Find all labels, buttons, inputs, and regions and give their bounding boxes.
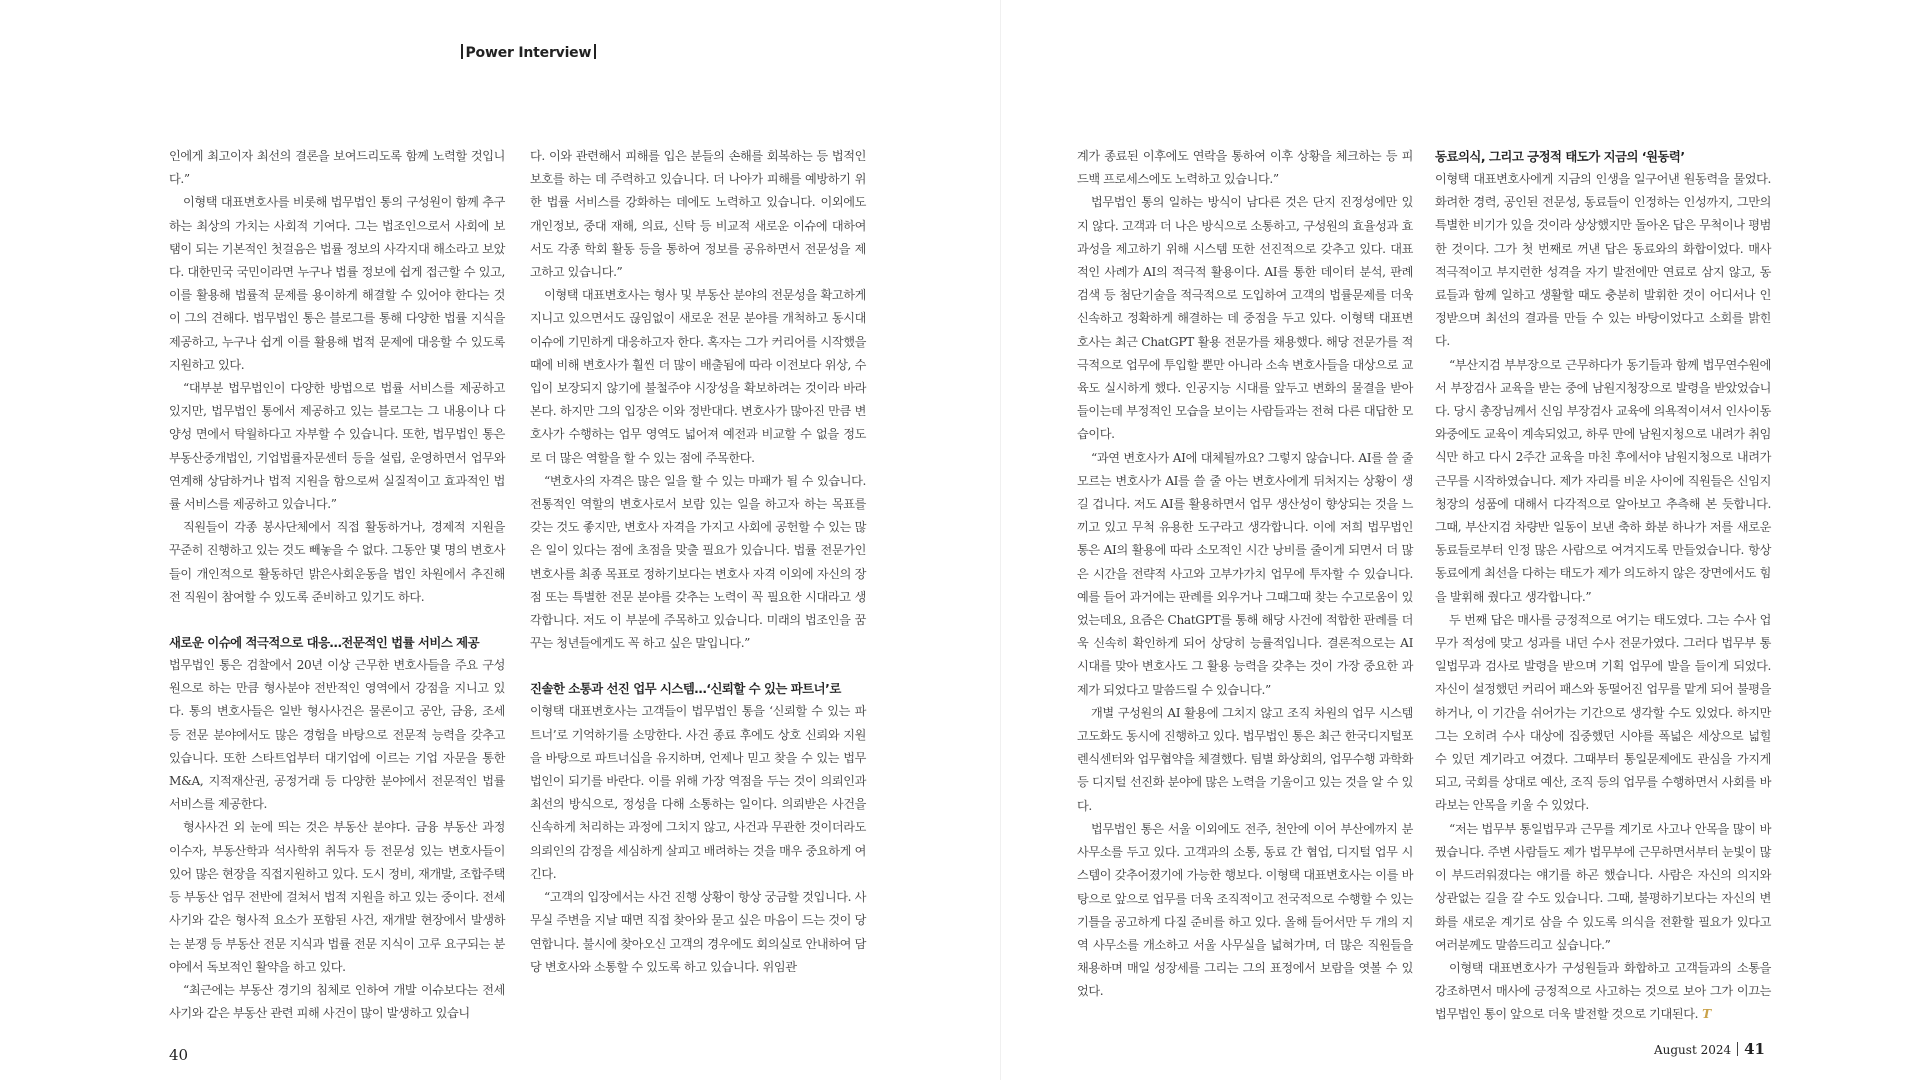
page-number-left: 40 (169, 1046, 189, 1064)
article-column-3 (1077, 145, 1413, 1004)
paragraph-text: “저는 법무부 통일법무과 근무를 계기로 사고나 안목을 많이 바꿨습니다. 주변 사람들도 제가 법무부에 근무하면서부터 눈빛이 많이 부드러워졌다는 얘기를 하곤 했습니다. 사람은 자신의 의지와 상관없는 길을 갈 수도 있습니다. 그때, 불평하기보다는 자신의 변화를 새로운 계기로 삼을 수 있도록 의식을 전환할 필요가 있다고 여러분께도 말씀드리고 싶습니다.” (1435, 821, 1771, 952)
body-paragraph (1077, 447, 1413, 702)
article-column-1 (169, 145, 505, 1025)
body-paragraph (1435, 609, 1771, 818)
body-paragraph (1077, 191, 1413, 446)
body-paragraph (169, 516, 505, 609)
body-paragraph (1435, 354, 1771, 609)
body-paragraph (1077, 145, 1413, 191)
paragraph-text: “변호사의 자격은 많은 일을 할 수 있는 마패가 될 수 있습니다. 전통적인 역할의 변호사로서 보람 있는 일을 하고자 하는 목표를 갖는 것도 좋지만, 변호사 자격을 가지고 사회에 공헌할 수 있는 많은 일이 있다는 점에 초점을 맞출 필요가 있습니다. 법률 전문가인 변호사를 최종 목표로 정하기보다는 변호사 자격 이외에 자신의 장점 또는 특별한 전문 분야를 갖추는 노력이 꼭 필요한 시대라고 생각합니다. 저도 이 부분에 주목하고 있습니다. 미래의 법조인을 꿈꾸는 청년들에게도 꼭 하고 싶은 말입니다.” (530, 473, 866, 651)
footer-divider (1737, 1042, 1738, 1056)
paragraph-text: “부산지검 부부장으로 근무하다가 동기들과 함께 법무연수원에서 부장검사 교육을 받는 중에 남원지청장으로 발령을 받았었습니다. 당시 총장님께서 신임 부장검사 교육에 의욕적이셔서 인사이동 와중에도 교육이 계속되었고, 하루 만에 남원지청으로 내려가 취임식만 하고 다시 2주간 교육을 마친 후에서야 남원지청으로 내려가 근무를 시작하였습니다. 제가 자리를 비운 사이에 직원들은 신임지청장의 성품에 대해서 다각적으로 알아보고 추측해 본 듯합니다. 그때, 부산지검 차량반 일동이 보낸 축하 화분 하나가 저를 새로운 동료들로부터 인정 많은 사람으로 여겨지도록 만들었습니다. 항상 동료에게 최선을 다하는 태도가 제가 의도하지 않은 장면에서도 힘을 발휘해 줬다고 생각합니다.” (1435, 357, 1771, 604)
body-paragraph (169, 191, 505, 377)
body-paragraph (530, 284, 866, 470)
paragraph-text: 이형택 대표변호사는 고객들이 법무법인 통을 ‘신뢰할 수 있는 파트너’로 기억하기를 소망한다. 사건 종료 후에도 상호 신뢰와 지원을 바탕으로 파트너십을 유지하며, 언제나 믿고 찾을 수 있는 법무법인이 되기를 바란다. 이를 위해 가장 역점을 두는 것이 의뢰인과 최선의 방식으로, 정성을 다해 소통하는 일이다. 의뢰받은 사건을 신속하게 처리하는 과정에 그치지 않고, 사건과 무관한 것이더라도 의뢰인의 감정을 세심하게 살피고 배려하는 것을 매우 중요하게 여긴다. (530, 704, 866, 881)
body-paragraph (1435, 957, 1771, 1027)
body-paragraph (1435, 168, 1771, 354)
header-title: Power Interview (465, 45, 592, 61)
section-header (458, 44, 599, 61)
paragraph-text: 이형택 대표변호사에게 지금의 인생을 일구어낸 원동력을 물었다. 화려한 경력, 공인된 전문성, 동료들이 인정하는 인성까지, 그만의 특별한 비기가 있을 것이라 상상했지만 돌아온 답은 무척이나 평범한 것이다. 그가 첫 번째로 꺼낸 답은 동료와의 화합이었다. 매사 적극적이고 부지런한 성격을 자기 발전에만 연료로 삼지 않고, 동료들과 함께 일하고 생활할 때도 충분히 발휘한 것이 어디서나 인정받으며 최선의 결과를 만들 수 있는 바탕이었다고 소회를 밝힌다. (1435, 172, 1771, 349)
paragraph-text: 형사사건 외 눈에 띄는 것은 부동산 분야다. 금융 부동산 과정 이수자, 부동산학과 석사학위 취득자 등 전문성 있는 변호사들이 있어 많은 현장을 직접지원하고 있다. 도시 정비, 재개발, 조합주택 등 부동산 업무 전반에 걸쳐서 법적 지원을 하고 있는 중이다. 전세 사기와 같은 형사적 요소가 포함된 사건, 재개발 현장에서 발생하는 분쟁 등 부동산 전문 지식과 법률 전문 지식이 고루 요구되는 분야에서 독보적인 활약을 하고 있다. (169, 820, 505, 974)
paragraph-text: 법무법인 통은 검찰에서 20년 이상 근무한 변호사들을 주요 구성원으로 하는 만큼 형사분야 전반적인 영역에서 강점을 지니고 있다. 통의 변호사들은 일반 형사사건은 물론이고 공안, 금융, 조세 등 전문 분야에서도 많은 경험을 바탕으로 전문적 능력을 갖추고 있습니다. 또한 스타트업부터 대기업에 이르는 기업 자문을 통한 M&A, 지적재산권, 공정거래 등 다양한 분야에서 전문적인 법률 서비스를 제공한다. (169, 658, 505, 812)
paragraph-text: 이형택 대표변호사는 형사 및 부동산 분야의 전문성을 확고하게 지니고 있으면서도 끊임없이 새로운 전문 분야를 개척하고 동시대 이슈에 기민하게 대응하고자 한다. 혹자는 그가 커리어를 시작했을 때에 비해 변호사가 훨씬 더 많이 배출됨에 따라 이전보다 위상, 수입이 보장되지 않기에 불철주야 시장성을 확보하려는 것이라 바라본다. 하지만 그의 입장은 이와 정반대다. 변호사가 많아진 만큼 변호사가 수행하는 업무 영역도 넓어져 예전과 비교할 수 없을 정도로 더 많은 역할을 할 수 있는 점에 주목한다. (530, 288, 866, 465)
header-divider (461, 44, 463, 59)
header-divider (594, 44, 596, 59)
article-column-4 (1435, 145, 1771, 1027)
page-number-right: 41 (1744, 1040, 1765, 1058)
section-heading (169, 631, 505, 654)
paragraph-text: 두 번째 답은 매사를 긍정적으로 여기는 태도였다. 그는 수사 업무가 적성에 맞고 성과를 내던 수사 전문가였다. 그러다 법무부 통일법무과 검사로 발령을 받으며 기획 업무에 발을 들이게 되었다. 자신이 설정했던 커리어 패스와 동떨어진 업무를 맡게 되어 불평을 하거나, 이 기간을 쉬어가는 기간으로 생각할 수도 있었다. 하지만 그는 오히려 수사 대상에 집중했던 시야를 폭넓은 세상으로 넓힐 수 있던 계기라고 여겼다. 그때부터 통일문제에도 관심을 가지게 되고, 국회를 상대로 예산, 조직 등의 업무를 수행하면서 사회를 바라보는 안목을 키울 수 있었다. (1435, 612, 1771, 813)
body-paragraph (1435, 818, 1771, 957)
section-heading (530, 677, 866, 700)
paragraph-text: 인에게 최고이자 최선의 결론을 보여드리도록 함께 노력할 것입니다.” (169, 149, 505, 187)
paragraph-text: 진솔한 소통과 선진 업무 시스템…‘신뢰할 수 있는 파트너’로 (530, 681, 841, 697)
paragraph-text: 다. 이와 관련해서 피해를 입은 분들의 손해를 회복하는 등 법적인 보호를 하는 데 주력하고 있습니다. 더 나아가 피해를 예방하기 위한 법률 서비스를 강화하는 데에도 노력하고 있습니다. 이외에도 개인정보, 중대 재해, 의료, 신탁 등 비교적 새로운 이슈에 대하여서도 각종 학회 활동 등을 통하여 정보를 공유하면서 전문성을 제고하고 있습니다.” (530, 149, 866, 280)
article-column-2 (530, 145, 866, 979)
paragraph-text: 새로운 이슈에 적극적으로 대응…전문적인 법률 서비스 제공 (169, 635, 480, 651)
body-paragraph (169, 377, 505, 516)
paragraph-text: 동료의식, 그리고 긍정적 태도가 지금의 ‘원동력’ (1435, 149, 1685, 164)
body-paragraph (530, 145, 866, 284)
paragraph-text: 이형택 대표변호사를 비롯해 법무법인 통의 구성원이 함께 추구하는 최상의 가치는 사회적 기여다. 그는 법조인으로서 사회에 보탬이 되는 기본적인 첫걸음은 법률 정보의 사각지대 해소라고 보았다. 대한민국 국민이라면 누구나 법률 정보에 쉽게 접근할 수 있고, 이를 활용해 법률적 문제를 용이하게 해결할 수 있어야 한다는 것이 그의 견해다. 법무법인 통은 블로그를 통해 다양한 법률 지식을 제공하고, 누구나 쉽게 이를 활용해 법적 문제에 대응할 수 있도록 지원하고 있다. (169, 195, 505, 372)
page-gutter (1000, 0, 1001, 1080)
paragraph-text: “대부분 법무법인이 다양한 방법으로 법률 서비스를 제공하고 있지만, 법무법인 통에서 제공하고 있는 블로그는 그 내용이나 다양성 면에서 탁월하다고 자부할 수 있습니다. 또한, 법무법인 통은 부동산중개법인, 기업법률자문센터 등을 설립, 운영하면서 업무와 연계해 상담하거나 법적 지원을 함으로써 실질적이고 효과적인 법률 서비스를 제공하고 있습니다.” (169, 381, 505, 512)
body-paragraph (1077, 818, 1413, 1004)
body-paragraph (530, 700, 866, 886)
body-paragraph (169, 145, 505, 191)
paragraph-text: “고객의 입장에서는 사건 진행 상황이 항상 궁금할 것입니다. 사무실 주변을 지날 때면 직접 찾아와 묻고 싶은 마음이 드는 것이 당연합니다. 불시에 찾아오신 고객의 경우에도 회의실로 안내하여 담당 변호사와 소통할 수 있도록 하고 있습니다. 위임관 (530, 890, 866, 974)
end-mark: T (1702, 1007, 1711, 1022)
body-paragraph (530, 470, 866, 656)
issue-date: August 2024 (1653, 1043, 1732, 1057)
paragraph-text: “과연 변호사가 AI에 대체될까요? 그렇지 않습니다. AI를 쓸 줄 모르는 변호사가 AI를 쓸 줄 아는 변호사에게 뒤처지는 상황이 생길 겁니다. 저도 AI를 활용하면서 업무 생산성이 향상되는 것을 느끼고 있고 무척 유용한 도구라고 생각합니다. 이에 저희 법무법인 통은 AI의 활용에 따라 소모적인 시간 낭비를 줄이게 되면서 더 많은 시간을 전략적 사고와 고부가가치 업무에 투자할 수 있습니다. 예를 들어 과거에는 판례를 외우거나 그때그때 찾는 수고로움이 있었는데요, 요즘은 ChatGPT를 통해 해당 사건에 적합한 판례를 더욱 신속히 확인하게 되어 상당히 능률적입니다. 결론적으로는 AI 시대를 맞아 변호사도 그 활용 능력을 갖추는 것이 가장 중요한 과제가 되었다고 말씀드릴 수 있습니다.” (1077, 450, 1413, 697)
body-paragraph (1077, 702, 1413, 818)
paragraph-text: 계가 종료된 이후에도 연락을 통하여 이후 상황을 체크하는 등 피드백 프로세스에도 노력하고 있습니다.” (1077, 149, 1413, 187)
paragraph-text: 이형택 대표변호사가 구성원들과 화합하고 고객들과의 소통을 강조하면서 매사에 긍정적으로 사고하는 것으로 보아 그가 이끄는 법무법인 통이 앞으로 더욱 발전할 것으로 기대된다. (1435, 960, 1771, 1022)
page-footer-right (1654, 1040, 1765, 1058)
body-paragraph (169, 979, 505, 1025)
paragraph-text: 개별 구성원의 AI 활용에 그치지 않고 조직 차원의 업무 시스템 고도화도 동시에 진행하고 있다. 법무법인 통은 최근 한국디지털포렌식센터와 업무협약을 체결했다. 팀별 화상회의, 업무수행 과학화 등 디지털 선진화 분야에 많은 노력을 기울이고 있는 것을 알 수 있다. (1077, 705, 1413, 813)
paragraph-text: 법무법인 통의 일하는 방식이 남다른 것은 단지 진정성에만 있지 않다. 고객과 더 나은 방식으로 소통하고, 구성원의 효율성과 효과성을 제고하기 위해 시스템 또한 선진적으로 갖추고 있다. 대표적인 사례가 AI의 적극적 활용이다. AI를 통한 데이터 분석, 판례검색 등 첨단기술을 적극적으로 도입하여 고객의 법률문제를 더욱 신속하고 정확하게 해결하는 데 중점을 두고 있다. 이형택 대표변호사는 최근 ChatGPT 활용 전문가를 채용했다. 해당 전문가를 적극적으로 업무에 투입할 뿐만 아니라 소속 변호사들을 대상으로 교육도 실시하게 했다. 인공지능 시대를 앞두고 변화의 물결을 받아들이는데 부정적인 모습을 보이는 사람들과는 전혀 다른 대답한 모습이다. (1077, 195, 1413, 442)
body-paragraph (530, 886, 866, 979)
paragraph-text: 직원들이 각종 봉사단체에서 직접 활동하거나, 경제적 지원을 꾸준히 진행하고 있는 것도 빼놓을 수 없다. 그동안 몇 명의 변호사들이 개인적으로 활동하던 밝은사회운동을 법인 차원에서 추진해 전 직원이 참여할 수 있도록 준비하고 있기도 하다. (169, 520, 505, 604)
paragraph-text: 법무법인 통은 서울 이외에도 전주, 천안에 이어 부산에까지 분사무소를 두고 있다. 고객과의 소통, 동료 간 협업, 디지털 업무 시스템이 갖추어졌기에 가능한 행보다. 이형택 대표변호사는 이를 바탕으로 앞으로 업무를 더욱 조직적이고 전국적으로 수행할 수 있는 기틀을 공고하게 다질 준비를 하고 있다. 올해 들어서만 두 개의 지역 사무소를 개소하고 서울 사무실을 넓혀가며, 더 많은 직원들을 채용하며 매일 성장세를 그리는 그의 표정에서 보람을 엿볼 수 있었다. (1077, 821, 1413, 999)
section-heading (1435, 145, 1771, 168)
paragraph-text: “최근에는 부동산 경기의 침체로 인하여 개발 이슈보다는 전세 사기와 같은 부동산 관련 피해 사건이 많이 발생하고 있습니 (169, 982, 505, 1021)
body-paragraph (169, 816, 505, 978)
body-paragraph (169, 654, 505, 816)
